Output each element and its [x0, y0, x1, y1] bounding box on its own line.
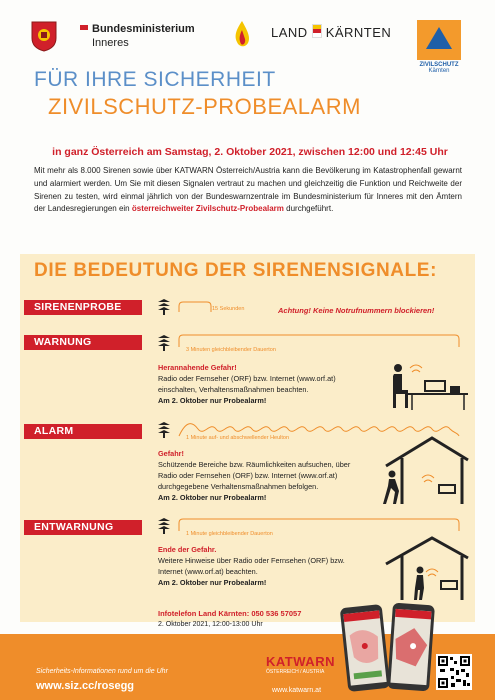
- entwarnung-heading: Ende der Gefahr.: [158, 545, 217, 554]
- kaernten-label: KÄRNTEN: [325, 25, 392, 40]
- alarm-duration: 1 Minute auf- und abschwellender Heulton: [186, 435, 290, 441]
- intro-highlight: österreichweiter Zivilschutz-Probealarm: [131, 204, 284, 214]
- map-icon: [343, 610, 386, 685]
- siren-icon: [157, 518, 171, 534]
- signals-title: DIE BEDEUTUNG DER SIRENENSIGNALE:: [34, 260, 438, 281]
- tag-alarm: ALARM: [24, 424, 142, 439]
- siren-icon: [157, 299, 171, 315]
- siren-probe-wave: [178, 301, 212, 313]
- footer-tagline: Sicherheits-Informationen rund um die Uhr: [36, 668, 168, 675]
- phone-illustration: [340, 604, 391, 692]
- infoline-time: 2. Oktober 2021, 12:00-13:00 Uhr: [158, 621, 263, 628]
- alarm-body: Schützende Bereiche bzw. Räumlichkeiten aufsuchen, über Radio oder Fernsehen (ORF) bzw. Internet (www.orf.at) durchgegebene Verhaltensmaßnahmen befolgen.: [158, 460, 351, 491]
- warnung-wave: [178, 334, 460, 348]
- phone-screen: [390, 609, 431, 685]
- entwarnung-probe: Am 2. Oktober nur Probealarm!: [158, 578, 267, 587]
- warnung-duration: 3 Minuten gleichbleibender Dauerton: [186, 347, 276, 353]
- entwarnung-wave: [178, 518, 460, 532]
- zivilschutz-emblem: [417, 20, 461, 60]
- kaernten-flag-icon: [312, 24, 322, 38]
- alarm-heading: Gefahr!: [158, 449, 184, 458]
- land-label: LAND: [271, 25, 308, 40]
- signals-panel: [20, 254, 475, 622]
- intro-text-end: durchgeführt.: [283, 204, 334, 214]
- zivilschutz-label: ZIVILSCHUTZ: [419, 62, 459, 68]
- probe-notice: Achtung! Keine Notrufnummern blockieren!: [278, 306, 435, 315]
- date-subheading: in ganz Österreich am Samstag, 2. Oktober 2021, zwischen 12:00 und 12:45 Uhr: [52, 146, 448, 158]
- katwarn-name: KATWARN: [266, 654, 335, 669]
- entwarnung-description: [158, 544, 363, 588]
- siren-icon: [157, 422, 171, 438]
- warnung-description: [158, 362, 363, 406]
- person-in-house-illustration: [380, 536, 470, 602]
- title-line1: FÜR IHRE SICHERHEIT: [34, 68, 276, 91]
- map-icon: [390, 609, 431, 685]
- municipal-crest-icon: [30, 20, 58, 52]
- title-line2: ZIVILSCHUTZ-PROBEALARM: [48, 94, 361, 119]
- siren-icon: [157, 335, 171, 351]
- ministry-dept: Inneres: [92, 37, 129, 49]
- austria-flag-icon: [80, 25, 88, 30]
- tag-warnung: WARNUNG: [24, 335, 142, 350]
- katwarn-sub: ÖSTERREICH / AUSTRIA: [266, 669, 325, 675]
- tag-sirenenprobe: SIRENENPROBE: [24, 300, 142, 315]
- land-kaernten-logo: [271, 24, 391, 40]
- intro-text: Mit mehr als 8.000 Sirenen sowie über KATWARN Österreich/Austria kann die Bevölkerung im Katastrophenfall gewarnt und alarmiert werden. Um Sie mit diesen Signalen vertraut zu machen und gleichzeitig die Funktion und Reichweite der Sirenen zu testen, wird einmal jährlich von der Bundeswarnzentrale im Bundesministerium für Inneres mit den Ämtern der Landesregierungen ein: [34, 166, 462, 214]
- entwarnung-duration: 1 Minute gleichbleibender Dauerton: [186, 531, 273, 537]
- infoline-number: Infotelefon Land Kärnten: 050 536 57057: [158, 609, 302, 618]
- phone-screen: [343, 610, 386, 685]
- warnung-body: Radio oder Fernseher (ORF) bzw. Internet (www.orf.at) einschalten, Verhaltensmaßnahmen beachten.: [158, 374, 336, 394]
- katwarn-url: www.katwarn.at: [272, 687, 322, 694]
- triangle-icon: [426, 27, 452, 49]
- person-with-tv-illustration: [378, 354, 473, 414]
- entwarnung-body: Weitere Hinweise über Radio oder Fernsehen (ORF) bzw. Internet (www.orf.at) beachten.: [158, 556, 345, 576]
- alarm-description: [158, 448, 363, 503]
- person-entering-house-illustration: [380, 436, 470, 506]
- katwarn-logo: [266, 654, 335, 675]
- zivilschutz-logo: [414, 20, 464, 86]
- ministry-name: Bundesministerium: [92, 23, 195, 35]
- probe-duration: 15 Sekunden: [212, 306, 245, 312]
- ministry-logo: [92, 22, 195, 50]
- alarm-probe: Am 2. Oktober nur Probealarm!: [158, 493, 267, 502]
- flame-logo-icon: [232, 20, 252, 50]
- zivilschutz-region: Kärnten: [428, 68, 450, 74]
- phone-illustration: [387, 603, 435, 692]
- footer-url: www.siz.cc/rosegg: [36, 680, 135, 692]
- intro-paragraph: [34, 165, 462, 216]
- tag-entwarnung: ENTWARNUNG: [24, 520, 142, 535]
- warnung-probe: Am 2. Oktober nur Probealarm!: [158, 396, 267, 405]
- qr-code-icon: [436, 654, 472, 690]
- warnung-heading: Herannahende Gefahr!: [158, 363, 237, 372]
